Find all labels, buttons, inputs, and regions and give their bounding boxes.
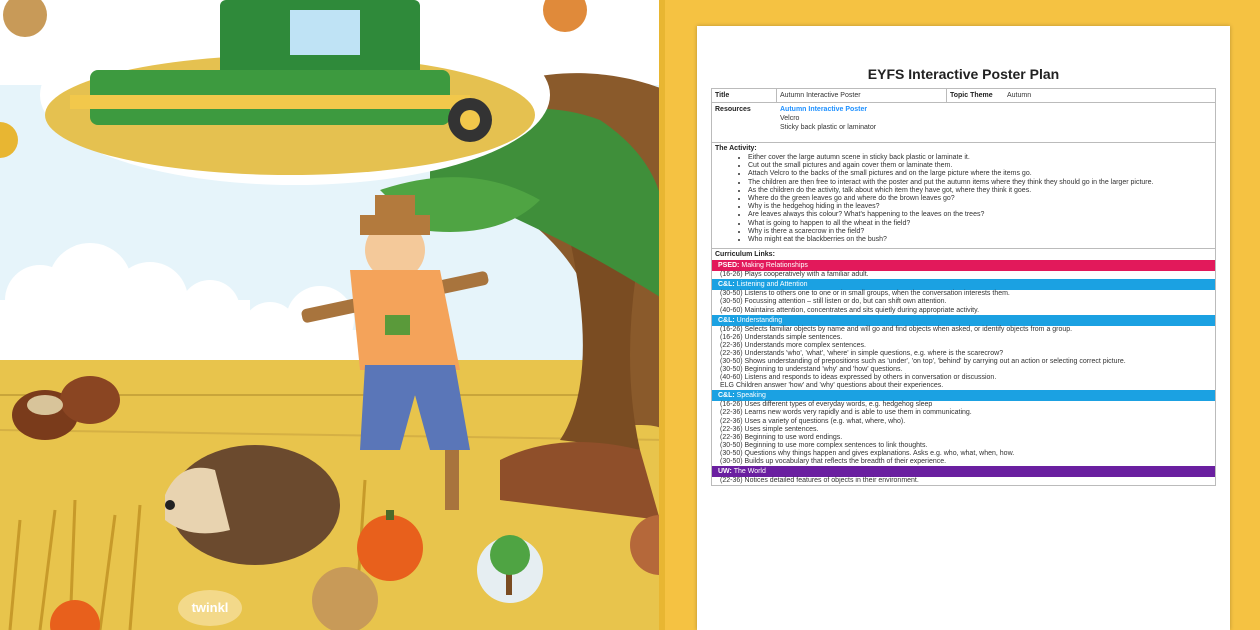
- activity-item: • Either cover the large autumn scene in sticky back plastic or laminate it.: [748, 154, 1215, 162]
- plan-table: [711, 88, 1216, 486]
- curriculum-statement: (40-60) Maintains attention, concentrates and sits quietly during appropriate activity.: [720, 306, 980, 314]
- activity-item: • As the children do the activity, talk about which item they have got, where they think it goes.: [748, 187, 1215, 195]
- activity-section: [712, 143, 1215, 249]
- topic-theme-label: Topic Theme: [950, 92, 993, 99]
- activity-list: [712, 154, 1215, 248]
- curriculum-statement: (30-50) Shows understanding of prepositions such as 'under', 'on top', 'behind' by carrying out an action or selecting correct picture.: [720, 357, 1126, 365]
- title-row: [712, 89, 1215, 103]
- section-bar-understanding: C&L: Understanding: [712, 315, 1215, 326]
- topic-theme-value: Autumn: [1007, 92, 1032, 99]
- curriculum-statement: (30-50) Listens to others one to one or in small groups, when the conversation interests them.: [720, 290, 1010, 298]
- resources-row: [712, 103, 1215, 143]
- activity-item: • Cut out the small pictures and again cover them or laminate them.: [748, 162, 1215, 170]
- curriculum-statement: (30-50) Focussing attention – still listen or do, but can shift own attention.: [720, 298, 947, 306]
- resource-item: Sticky back plastic or laminator: [780, 124, 877, 131]
- curriculum-section: [712, 249, 1215, 485]
- curriculum-statement: (16-26) Understands simple sentences.: [720, 333, 843, 341]
- resources-label: Resources: [715, 106, 751, 113]
- activity-item: • What is going to happen to all the wheat in the field?: [748, 220, 1215, 228]
- activity-item: • Why is the hedgehog hiding in the leaves?: [748, 203, 1215, 211]
- curriculum-statement: (16-26) Selects familiar objects by name and will go and find objects when asked, or identify objects from a group.: [720, 325, 1073, 333]
- twinkl-logo: [178, 590, 242, 626]
- title-value: Autumn Interactive Poster: [777, 89, 947, 102]
- curriculum-statement: ELG Children answer 'how' and 'why' questions about their experiences.: [720, 382, 944, 390]
- harvester-card: [40, 0, 550, 185]
- section-bar-psed: PSED: Making Relationships: [712, 260, 1215, 271]
- activity-item: • Who might eat the blackberries on the bush?: [748, 236, 1215, 244]
- curriculum-statement: (16-26) Plays cooperatively with a familiar adult.: [720, 271, 869, 279]
- activity-item: • Are leaves always this colour? What's happening to the leaves on the trees?: [748, 211, 1215, 219]
- poster-plan-document: [697, 26, 1230, 630]
- curriculum-statement: (30-50) Beginning to use more complex sentences to link thoughts.: [720, 441, 928, 449]
- title-label: Title: [712, 89, 777, 102]
- section-bar-the-world: UW: The World: [712, 466, 1215, 477]
- curriculum-statement: (22-36) Uses simple sentences.: [720, 425, 819, 433]
- curriculum-statement: (16-26) Uses different types of everyday words, e.g. hedgehog sleep: [720, 401, 933, 409]
- resource-link[interactable]: Autumn Interactive Poster: [780, 106, 868, 113]
- activity-item: • The children are then free to interact with the poster and put the autumn items where they think they should go in the larger picture.: [748, 179, 1215, 187]
- activity-item: • Where do the green leaves go and where do the brown leaves go?: [748, 195, 1215, 203]
- section-bar-speaking: C&L: Speaking: [712, 390, 1215, 401]
- curriculum-statement: (22-36) Understands 'who', 'what', 'where' in simple questions, e.g. where is the scarecrow?: [720, 349, 1004, 357]
- curriculum-statement: (22-36) Beginning to use word endings.: [720, 433, 843, 441]
- curriculum-statement: (22-36) Understands more complex sentences.: [720, 341, 866, 349]
- curriculum-statement: (40-60) Listens and responds to ideas expressed by others in conversation or discussion.: [720, 374, 997, 382]
- activity-item: • Why is there a scarecrow in the field?: [748, 228, 1215, 236]
- document-title: EYFS Interactive Poster Plan: [867, 66, 1060, 82]
- activity-heading: The Activity:: [715, 145, 757, 152]
- svg-text:twinkl: twinkl: [191, 600, 229, 615]
- resources-list: [777, 103, 1215, 142]
- activity-item: • Attach Velcro to the backs of the small pictures and on the large picture where the items go.: [748, 170, 1215, 178]
- curriculum-statement: (30-50) Builds up vocabulary that reflects the breadth of their experience.: [720, 458, 947, 466]
- resource-item: Velcro: [780, 115, 800, 122]
- section-bar-listening: C&L: Listening and Attention: [712, 279, 1215, 290]
- curriculum-statement: (30-50) Questions why things happen and gives explanations. Asks e.g. who, what, when, how.: [720, 449, 1015, 457]
- curriculum-statement: (22-36) Learns new words very rapidly and is able to use them in communicating.: [720, 409, 972, 417]
- curriculum-heading: Curriculum Links:: [715, 251, 775, 259]
- curriculum-statement: (22-36) Uses a variety of questions (e.g. what, where, who).: [720, 417, 906, 425]
- curriculum-statement: (22-36) Notices detailed features of objects in their environment.: [720, 477, 919, 485]
- curriculum-statement: (30-50) Beginning to understand 'why' and 'how' questions.: [720, 366, 903, 374]
